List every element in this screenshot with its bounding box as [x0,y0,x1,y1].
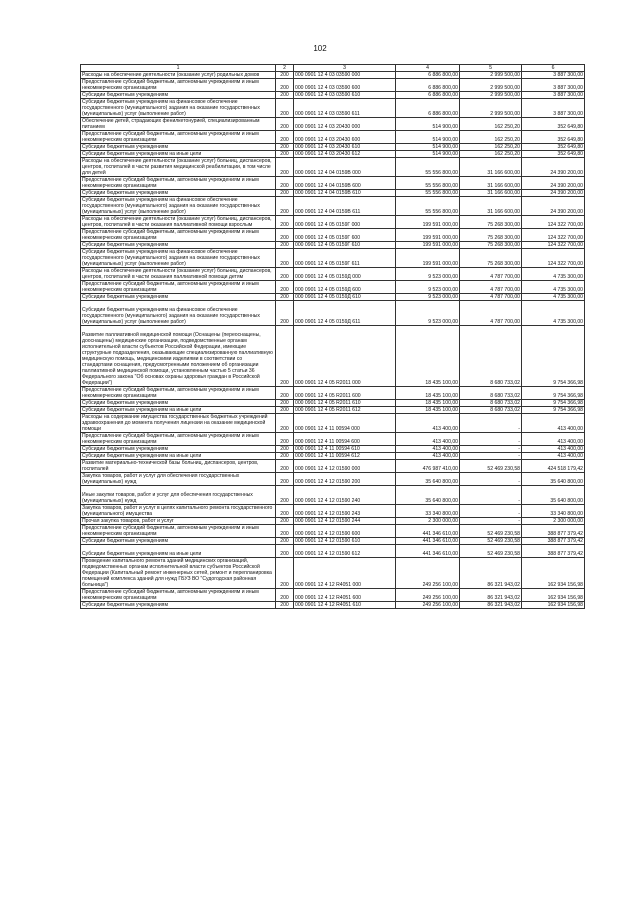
unexecuted-amount: 3 887 300,00 [522,72,585,79]
budget-classification-code: 000 0901 12 4 03 20430 612 [294,151,396,158]
unexecuted-amount: 4 735 300,00 [522,281,585,294]
executed-amount: - [460,518,522,525]
unexecuted-amount: 2 300 000,00 [522,518,585,525]
item-name: Иные закупки товаров, работ и услуг для обеспечения государственных (муниципальных) нужд [81,486,276,505]
unexecuted-amount: 352 649,80 [522,151,585,158]
unexecuted-amount: 124 322 700,00 [522,216,585,229]
approved-amount: 9 523 000,00 [396,301,460,326]
table-row [81,518,585,525]
item-name: Предоставление субсидий бюджетным, автономным учреждениям и иным некоммерческим организациям [81,177,276,190]
budget-classification-code: 000 0901 12 4 12 R4051 600 [294,589,396,602]
admin-code: 200 [276,72,294,79]
table-row [81,190,585,197]
approved-amount: 18 435 100,00 [396,326,460,387]
item-name: Субсидии бюджетным учреждениям на финансовое обеспечение государственного (муниципального) задания на оказание государственных (муниципальных) услуг (выполнение работ) [81,249,276,268]
executed-amount: 2 999 500,00 [460,72,522,79]
item-name: Субсидии бюджетным учреждениям на финансовое обеспечение государственного (муниципального) задания на оказание государственных (муниципальных) услуг (выполнение работ) [81,99,276,118]
approved-amount: 9 523 000,00 [396,268,460,281]
budget-classification-code: 000 0901 12 4 12 01590 612 [294,545,396,558]
admin-code: 200 [276,99,294,118]
budget-classification-code: 000 0901 12 4 05 0159Г 000 [294,216,396,229]
executed-amount: - [460,473,522,486]
item-name: Предоставление субсидий бюджетным, автономным учреждениям и иным некоммерческим организациям [81,131,276,144]
item-name: Субсидии бюджетным учреждениям [81,242,276,249]
executed-amount: 31 166 600,00 [460,197,522,216]
budget-classification-code: 000 0901 12 4 05 R2011 600 [294,387,396,400]
executed-amount: 2 999 500,00 [460,79,522,92]
approved-amount: 514 900,00 [396,144,460,151]
item-name: Предоставление субсидий бюджетным, автономным учреждениям и иным некоммерческим организациям [81,79,276,92]
approved-amount: 9 523 000,00 [396,281,460,294]
executed-amount: 52 469 230,58 [460,538,522,545]
table-row [81,407,585,414]
table-row [81,545,585,558]
table-row [81,79,585,92]
approved-amount: 514 900,00 [396,151,460,158]
item-name: Субсидии бюджетным учреждениям на иные цели [81,453,276,460]
unexecuted-amount: 413 400,00 [522,414,585,433]
executed-amount: 52 469 230,58 [460,525,522,538]
admin-code: 200 [276,446,294,453]
budget-classification-code: 000 0901 12 4 12 01590 243 [294,505,396,518]
approved-amount: 6 886 800,00 [396,79,460,92]
budget-classification-code: 000 0901 12 4 11 00594 600 [294,433,396,446]
executed-amount: 75 268 300,00 [460,249,522,268]
unexecuted-amount: 3 887 300,00 [522,99,585,118]
admin-code: 200 [276,301,294,326]
executed-amount: 162 250,20 [460,131,522,144]
table-row [81,216,585,229]
admin-code: 200 [276,538,294,545]
executed-amount: 8 680 733,02 [460,407,522,414]
budget-classification-code: 000 0901 12 4 03 03590 611 [294,99,396,118]
budget-classification-code: 000 0901 12 4 05 0159Д 000 [294,268,396,281]
admin-code: 200 [276,92,294,99]
item-name: Закупка товаров, работ и услуг в целях капитального ремонта государственного (муниципального) имущества [81,505,276,518]
table-row [81,131,585,144]
unexecuted-amount: 24 390 200,00 [522,190,585,197]
admin-code: 200 [276,190,294,197]
approved-amount: 55 556 800,00 [396,177,460,190]
admin-code: 200 [276,294,294,301]
item-name: Расходы на обеспечение деятельности (оказание услуг) больниц, диспансеров, центров, госпиталей в части оказания паллиативной помощи детям [81,268,276,281]
table-row [81,525,585,538]
approved-amount: 514 900,00 [396,131,460,144]
approved-amount: 249 256 100,00 [396,602,460,609]
item-name: Расходы на содержание имущества государственных бюджетных учреждений здравоохранения до момента получения лицензии на оказание медицинской помощи [81,414,276,433]
unexecuted-amount: 24 390 200,00 [522,158,585,177]
approved-amount: 249 256 100,00 [396,558,460,589]
unexecuted-amount: 3 887 300,00 [522,79,585,92]
executed-amount: 8 680 733,02 [460,387,522,400]
unexecuted-amount: 4 735 300,00 [522,268,585,281]
table-row [81,538,585,545]
table-row [81,268,585,281]
table-row [81,281,585,294]
admin-code: 200 [276,229,294,242]
executed-amount: 86 321 943,02 [460,558,522,589]
executed-amount: 8 680 733,02 [460,326,522,387]
table-row [81,158,585,177]
executed-amount: 75 268 300,00 [460,229,522,242]
item-name: Субсидии бюджетным учреждениям [81,400,276,407]
approved-amount: 35 640 800,00 [396,473,460,486]
table-row [81,151,585,158]
unexecuted-amount: 9 754 366,98 [522,326,585,387]
executed-amount: 86 321 943,02 [460,602,522,609]
executed-amount: 31 166 600,00 [460,158,522,177]
table-row [81,589,585,602]
approved-amount: 18 435 100,00 [396,400,460,407]
unexecuted-amount: 352 649,80 [522,131,585,144]
budget-classification-code: 000 0901 12 4 11 00594 610 [294,446,396,453]
table-row [81,229,585,242]
budget-classification-code: 000 0901 12 4 12 R4051 610 [294,602,396,609]
admin-code: 200 [276,558,294,589]
table-row [81,72,585,79]
executed-amount: - [460,505,522,518]
admin-code: 200 [276,118,294,131]
executed-amount: 4 787 700,00 [460,268,522,281]
budget-classification-code: 000 0901 12 4 05 R2011 612 [294,407,396,414]
approved-amount: 6 886 800,00 [396,92,460,99]
unexecuted-amount: 3 887 300,00 [522,92,585,99]
approved-amount: 55 556 800,00 [396,190,460,197]
unexecuted-amount: 4 735 300,00 [522,301,585,326]
item-name: Предоставление субсидий бюджетным, автономным учреждениям и иным некоммерческим организациям [81,433,276,446]
table-row [81,249,585,268]
table-row [81,92,585,99]
approved-amount: 18 435 100,00 [396,387,460,400]
unexecuted-amount: 124 322 700,00 [522,242,585,249]
budget-classification-code: 000 0901 12 4 03 20430 610 [294,144,396,151]
table-row [81,301,585,326]
item-name: Развитие паллиативной медицинской помощи (Оснащены (переоснащены, дооснащены) медицинские организации, подведомственные органам исполнительной власти субъектов Российской Федерации, имеющие структурные подразделения, оказывающие специализированную паллиативную медицинскую помощь, медицинскими изделиями в соответствии со стандартами оснащения, предусмотренными положением об организации паллиативной медицинской помощи, установленным частью 5 статьи 36 Федерального закона "Об основах охраны здоровья граждан в Российской Федерации") [81,326,276,387]
approved-amount: 33 340 800,00 [396,505,460,518]
unexecuted-amount: 413 400,00 [522,453,585,460]
executed-amount: 4 787 700,00 [460,294,522,301]
unexecuted-amount: 388 877 379,42 [522,538,585,545]
unexecuted-amount: 9 754 366,98 [522,387,585,400]
budget-classification-code: 000 0901 12 4 12 01590 610 [294,538,396,545]
executed-amount: 31 166 600,00 [460,177,522,190]
executed-amount: - [460,446,522,453]
admin-code: 200 [276,400,294,407]
executed-amount: - [460,486,522,505]
item-name: Субсидии бюджетным учреждениям [81,144,276,151]
table-row [81,505,585,518]
approved-amount: 476 987 410,00 [396,460,460,473]
admin-code: 200 [276,177,294,190]
executed-amount: 52 469 230,58 [460,460,522,473]
admin-code: 200 [276,216,294,229]
table-row [81,144,585,151]
budget-classification-code: 000 0901 12 4 05 0159Д 610 [294,294,396,301]
approved-amount: 441 346 610,00 [396,538,460,545]
table-row [81,177,585,190]
admin-code: 200 [276,144,294,151]
item-name: Субсидии бюджетным учреждениям на иные цели [81,151,276,158]
approved-amount: 9 523 000,00 [396,294,460,301]
executed-amount: 31 166 600,00 [460,190,522,197]
executed-amount: - [460,414,522,433]
table-row [81,99,585,118]
unexecuted-amount: 162 934 156,98 [522,602,585,609]
admin-code: 200 [276,602,294,609]
budget-table [80,64,585,609]
item-name: Субсидии бюджетным учреждениям [81,538,276,545]
table-row [81,414,585,433]
executed-amount: 4 787 700,00 [460,301,522,326]
item-name: Субсидии бюджетным учреждениям [81,190,276,197]
table-row [81,387,585,400]
admin-code: 200 [276,197,294,216]
budget-classification-code: 000 0901 12 4 12 01590 244 [294,518,396,525]
table-row [81,558,585,589]
approved-amount: 441 346 610,00 [396,525,460,538]
table-row [81,326,585,387]
unexecuted-amount: 124 322 700,00 [522,249,585,268]
item-name: Субсидии бюджетным учреждениям [81,92,276,99]
approved-amount: 2 300 000,00 [396,518,460,525]
executed-amount: 162 250,20 [460,144,522,151]
approved-amount: 18 435 100,00 [396,407,460,414]
approved-amount: 199 591 000,00 [396,229,460,242]
admin-code: 200 [276,589,294,602]
admin-code: 200 [276,79,294,92]
approved-amount: 199 591 000,00 [396,249,460,268]
budget-classification-code: 000 0901 12 4 11 00594 000 [294,414,396,433]
approved-amount: 441 346 610,00 [396,545,460,558]
admin-code: 200 [276,473,294,486]
executed-amount: 52 469 230,58 [460,545,522,558]
table-row [81,294,585,301]
table-row [81,446,585,453]
admin-code: 200 [276,281,294,294]
column-number-row [81,65,585,72]
admin-code: 200 [276,545,294,558]
unexecuted-amount: 388 877 379,42 [522,545,585,558]
table-row [81,453,585,460]
budget-classification-code: 000 0901 12 4 03 20430 000 [294,118,396,131]
admin-code: 200 [276,433,294,446]
approved-amount: 199 591 000,00 [396,216,460,229]
item-name: Предоставление субсидий бюджетным, автономным учреждениям и иным некоммерческим организациям [81,589,276,602]
budget-classification-code: 000 0901 12 4 12 01590 200 [294,473,396,486]
admin-code: 200 [276,453,294,460]
executed-amount: - [460,433,522,446]
item-name: Прочая закупка товаров, работ и услуг [81,518,276,525]
column-number: 1 [81,65,276,72]
executed-amount: 75 268 300,00 [460,242,522,249]
table-row [81,473,585,486]
item-name: Предоставление субсидий бюджетным, автономным учреждениям и иным некоммерческим организациям [81,281,276,294]
item-name: Закупка товаров, работ и услуг для обеспечения государственных (муниципальных) нужд [81,473,276,486]
admin-code: 200 [276,268,294,281]
unexecuted-amount: 413 400,00 [522,446,585,453]
unexecuted-amount: 413 400,00 [522,433,585,446]
item-name: Расходы на обеспечение деятельности (оказание услуг) больниц, диспансеров, центров, госпиталей в части развития медицинской реабилитации, в том числе для детей [81,158,276,177]
executed-amount: 2 999 500,00 [460,99,522,118]
executed-amount: 86 321 943,02 [460,589,522,602]
table-row [81,118,585,131]
unexecuted-amount: 352 649,80 [522,118,585,131]
column-number: 5 [460,65,522,72]
admin-code: 200 [276,326,294,387]
executed-amount: 8 680 733,02 [460,400,522,407]
table-row [81,197,585,216]
admin-code: 200 [276,518,294,525]
item-name: Субсидии бюджетным учреждениям на финансовое обеспечение государственного (муниципального) задания на оказание государственных (муниципальных) услуг (выполнение работ) [81,197,276,216]
item-name: Субсидии бюджетным учреждениям [81,602,276,609]
approved-amount: 413 400,00 [396,414,460,433]
column-number: 3 [294,65,396,72]
item-name: Предоставление субсидий бюджетным, автономным учреждениям и иным некоммерческим организациям [81,387,276,400]
column-number: 4 [396,65,460,72]
admin-code: 200 [276,242,294,249]
admin-code: 200 [276,505,294,518]
executed-amount: 2 999 500,00 [460,92,522,99]
approved-amount: 35 640 800,00 [396,486,460,505]
budget-classification-code: 000 0901 12 4 12 01590 000 [294,460,396,473]
admin-code: 200 [276,460,294,473]
approved-amount: 514 900,00 [396,118,460,131]
column-number: 6 [522,65,585,72]
admin-code: 200 [276,407,294,414]
unexecuted-amount: 35 640 800,00 [522,486,585,505]
budget-classification-code: 000 0901 12 4 05 0159Д 600 [294,281,396,294]
approved-amount: 413 400,00 [396,433,460,446]
budget-classification-code: 000 0901 12 4 05 R2011 610 [294,400,396,407]
budget-classification-code: 000 0901 12 4 12 01590 600 [294,525,396,538]
budget-classification-code: 000 0901 12 4 03 03590 600 [294,79,396,92]
unexecuted-amount: 33 340 800,00 [522,505,585,518]
item-name: Расходы на обеспечение деятельности (оказание услуг) родильных домов [81,72,276,79]
budget-classification-code: 000 0901 12 4 05 0159Г 600 [294,229,396,242]
budget-classification-code: 000 0901 12 4 04 0159В 610 [294,190,396,197]
unexecuted-amount: 35 640 800,00 [522,473,585,486]
executed-amount: - [460,453,522,460]
budget-classification-code: 000 0901 12 4 05 0159Д 611 [294,301,396,326]
admin-code: 200 [276,151,294,158]
table-row [81,602,585,609]
admin-code: 200 [276,249,294,268]
unexecuted-amount: 162 934 156,98 [522,558,585,589]
budget-classification-code: 000 0901 12 4 03 03590 610 [294,92,396,99]
approved-amount: 55 556 800,00 [396,197,460,216]
budget-classification-code: 000 0901 12 4 12 R4051 000 [294,558,396,589]
item-name: Субсидии бюджетным учреждениям [81,446,276,453]
approved-amount: 199 591 000,00 [396,242,460,249]
executed-amount: 4 787 700,00 [460,281,522,294]
executed-amount: 162 250,20 [460,118,522,131]
unexecuted-amount: 352 649,80 [522,144,585,151]
budget-classification-code: 000 0901 12 4 05 0159Г 610 [294,242,396,249]
table-row [81,400,585,407]
unexecuted-amount: 24 390 200,00 [522,177,585,190]
unexecuted-amount: 124 322 700,00 [522,229,585,242]
budget-classification-code: 000 0901 12 4 04 0159В 000 [294,158,396,177]
budget-classification-code: 000 0901 12 4 12 01590 240 [294,486,396,505]
table-row [81,242,585,249]
budget-classification-code: 000 0901 12 4 04 0159В 611 [294,197,396,216]
admin-code: 200 [276,414,294,433]
unexecuted-amount: 424 518 179,42 [522,460,585,473]
budget-classification-code: 000 0901 12 4 05 R2011 000 [294,326,396,387]
budget-table-body [81,65,585,609]
admin-code: 200 [276,525,294,538]
approved-amount: 6 886 800,00 [396,99,460,118]
unexecuted-amount: 9 754 366,98 [522,400,585,407]
executed-amount: 162 250,20 [460,151,522,158]
budget-classification-code: 000 0901 12 4 03 03590 000 [294,72,396,79]
approved-amount: 6 886 800,00 [396,72,460,79]
item-name: Проведение капитального ремонта зданий медицинских организаций, подведомственных органам исполнительной власти субъектов Российской Федерации (Капитальный ремонт инженерных сетей, ремонт и перепланировка помещений комплекса зданий для нужд ГБУЗ ВО "Судогодская районная больница") [81,558,276,589]
item-name: Предоставление субсидий бюджетным, автономным учреждениям и иным некоммерческим организациям [81,229,276,242]
item-name: Обеспечение детей, страдающих фенилкетонурией, специализированным питанием [81,118,276,131]
item-name: Субсидии бюджетным учреждениям на иные цели [81,545,276,558]
table-row [81,486,585,505]
budget-classification-code: 000 0901 12 4 03 20430 600 [294,131,396,144]
item-name: Расходы на обеспечение деятельности (оказание услуг) больниц, диспансеров, центров, госпиталей в части оказания паллиативной помощи взрослым [81,216,276,229]
admin-code: 200 [276,387,294,400]
item-name: Субсидии бюджетным учреждениям на финансовое обеспечение государственного (муниципального) задания на оказание государственных (муниципальных) услуг (выполнение работ) [81,301,276,326]
item-name: Предоставление субсидий бюджетным, автономным учреждениям и иным некоммерческим организациям [81,525,276,538]
item-name: Развитие материально-технической базы больниц, диспансеров, центров, госпиталей [81,460,276,473]
table-row [81,460,585,473]
unexecuted-amount: 162 934 156,98 [522,589,585,602]
approved-amount: 249 256 100,00 [396,589,460,602]
admin-code: 200 [276,486,294,505]
approved-amount: 413 400,00 [396,453,460,460]
unexecuted-amount: 388 877 379,42 [522,525,585,538]
admin-code: 200 [276,158,294,177]
admin-code: 200 [276,131,294,144]
approved-amount: 55 556 800,00 [396,158,460,177]
unexecuted-amount: 9 754 366,98 [522,407,585,414]
budget-classification-code: 000 0901 12 4 04 0159В 600 [294,177,396,190]
unexecuted-amount: 4 735 300,00 [522,294,585,301]
column-number: 2 [276,65,294,72]
unexecuted-amount: 24 390 200,00 [522,197,585,216]
page-number: 102 [313,44,327,53]
executed-amount: 75 268 300,00 [460,216,522,229]
approved-amount: 413 400,00 [396,446,460,453]
item-name: Субсидии бюджетным учреждениям [81,294,276,301]
budget-classification-code: 000 0901 12 4 05 0159Г 611 [294,249,396,268]
table-row [81,433,585,446]
item-name: Субсидии бюджетным учреждениям на иные цели [81,407,276,414]
budget-classification-code: 000 0901 12 4 11 00594 612 [294,453,396,460]
